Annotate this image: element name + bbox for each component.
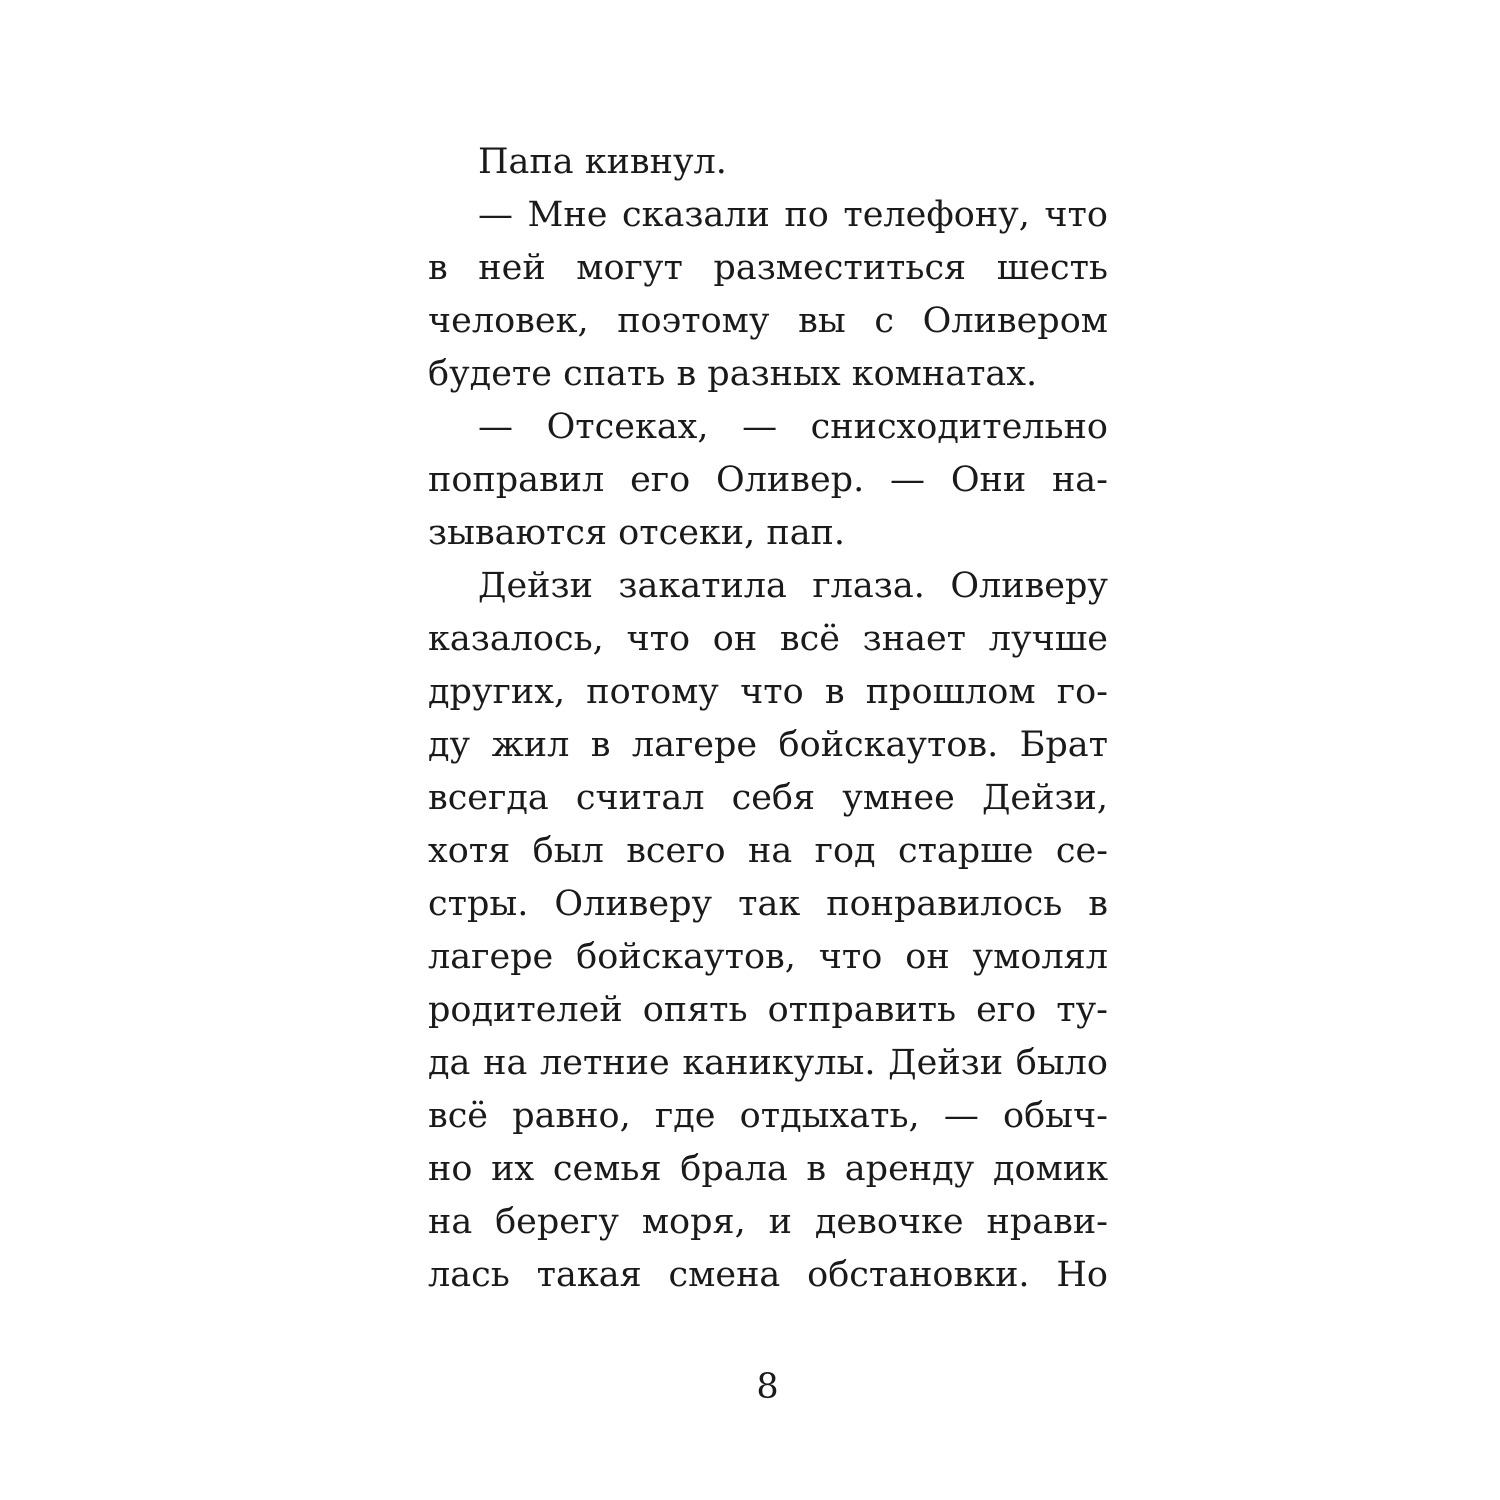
text-line: ду жил в лагере бойскаутов. Брат [428, 725, 1108, 765]
text-line: лагере бойскаутов, что он умолял [428, 937, 1108, 977]
text-line: других, потому что в прошлом го- [428, 672, 1108, 712]
text-line: да на летние каникулы. Дейзи было [428, 1043, 1108, 1083]
text-line: но их семья брала в аренду домик [428, 1149, 1108, 1189]
text-line: на берегу моря, и девочке нрави- [428, 1202, 1108, 1242]
text-line: Дейзи закатила глаза. Оливеру [478, 566, 1108, 606]
text-line: стры. Оливеру так понравилось в [428, 884, 1108, 924]
text-line: хотя был всего на год старше се- [428, 831, 1108, 871]
text-line: всё равно, где отдыхать, — обыч- [428, 1096, 1108, 1136]
text-line: будете спать в разных комнатах. [428, 354, 1038, 394]
text-line: в ней могут разместиться шесть [428, 248, 1108, 288]
text-line: лась такая смена обстановки. Но [428, 1255, 1108, 1295]
text-line: — Мне сказали по телефону, что [478, 195, 1108, 235]
page-number: 8 [756, 1367, 779, 1407]
text-line: родителей опять отправить его ту- [428, 990, 1108, 1030]
body-text [428, 136, 1108, 1302]
text-line: зываются отсеки, пап. [428, 513, 846, 553]
text-line: Папа кивнул. [478, 142, 727, 182]
text-line: казалось, что он всё знает лучше [428, 619, 1108, 659]
text-line: поправил его Оливер. — Они на- [428, 460, 1108, 500]
text-line: — Отсеках, — снисходительно [478, 407, 1108, 447]
text-line: человек, поэтому вы с Оливером [428, 301, 1108, 341]
text-line: всегда считал себя умнее Дейзи, [428, 778, 1108, 818]
